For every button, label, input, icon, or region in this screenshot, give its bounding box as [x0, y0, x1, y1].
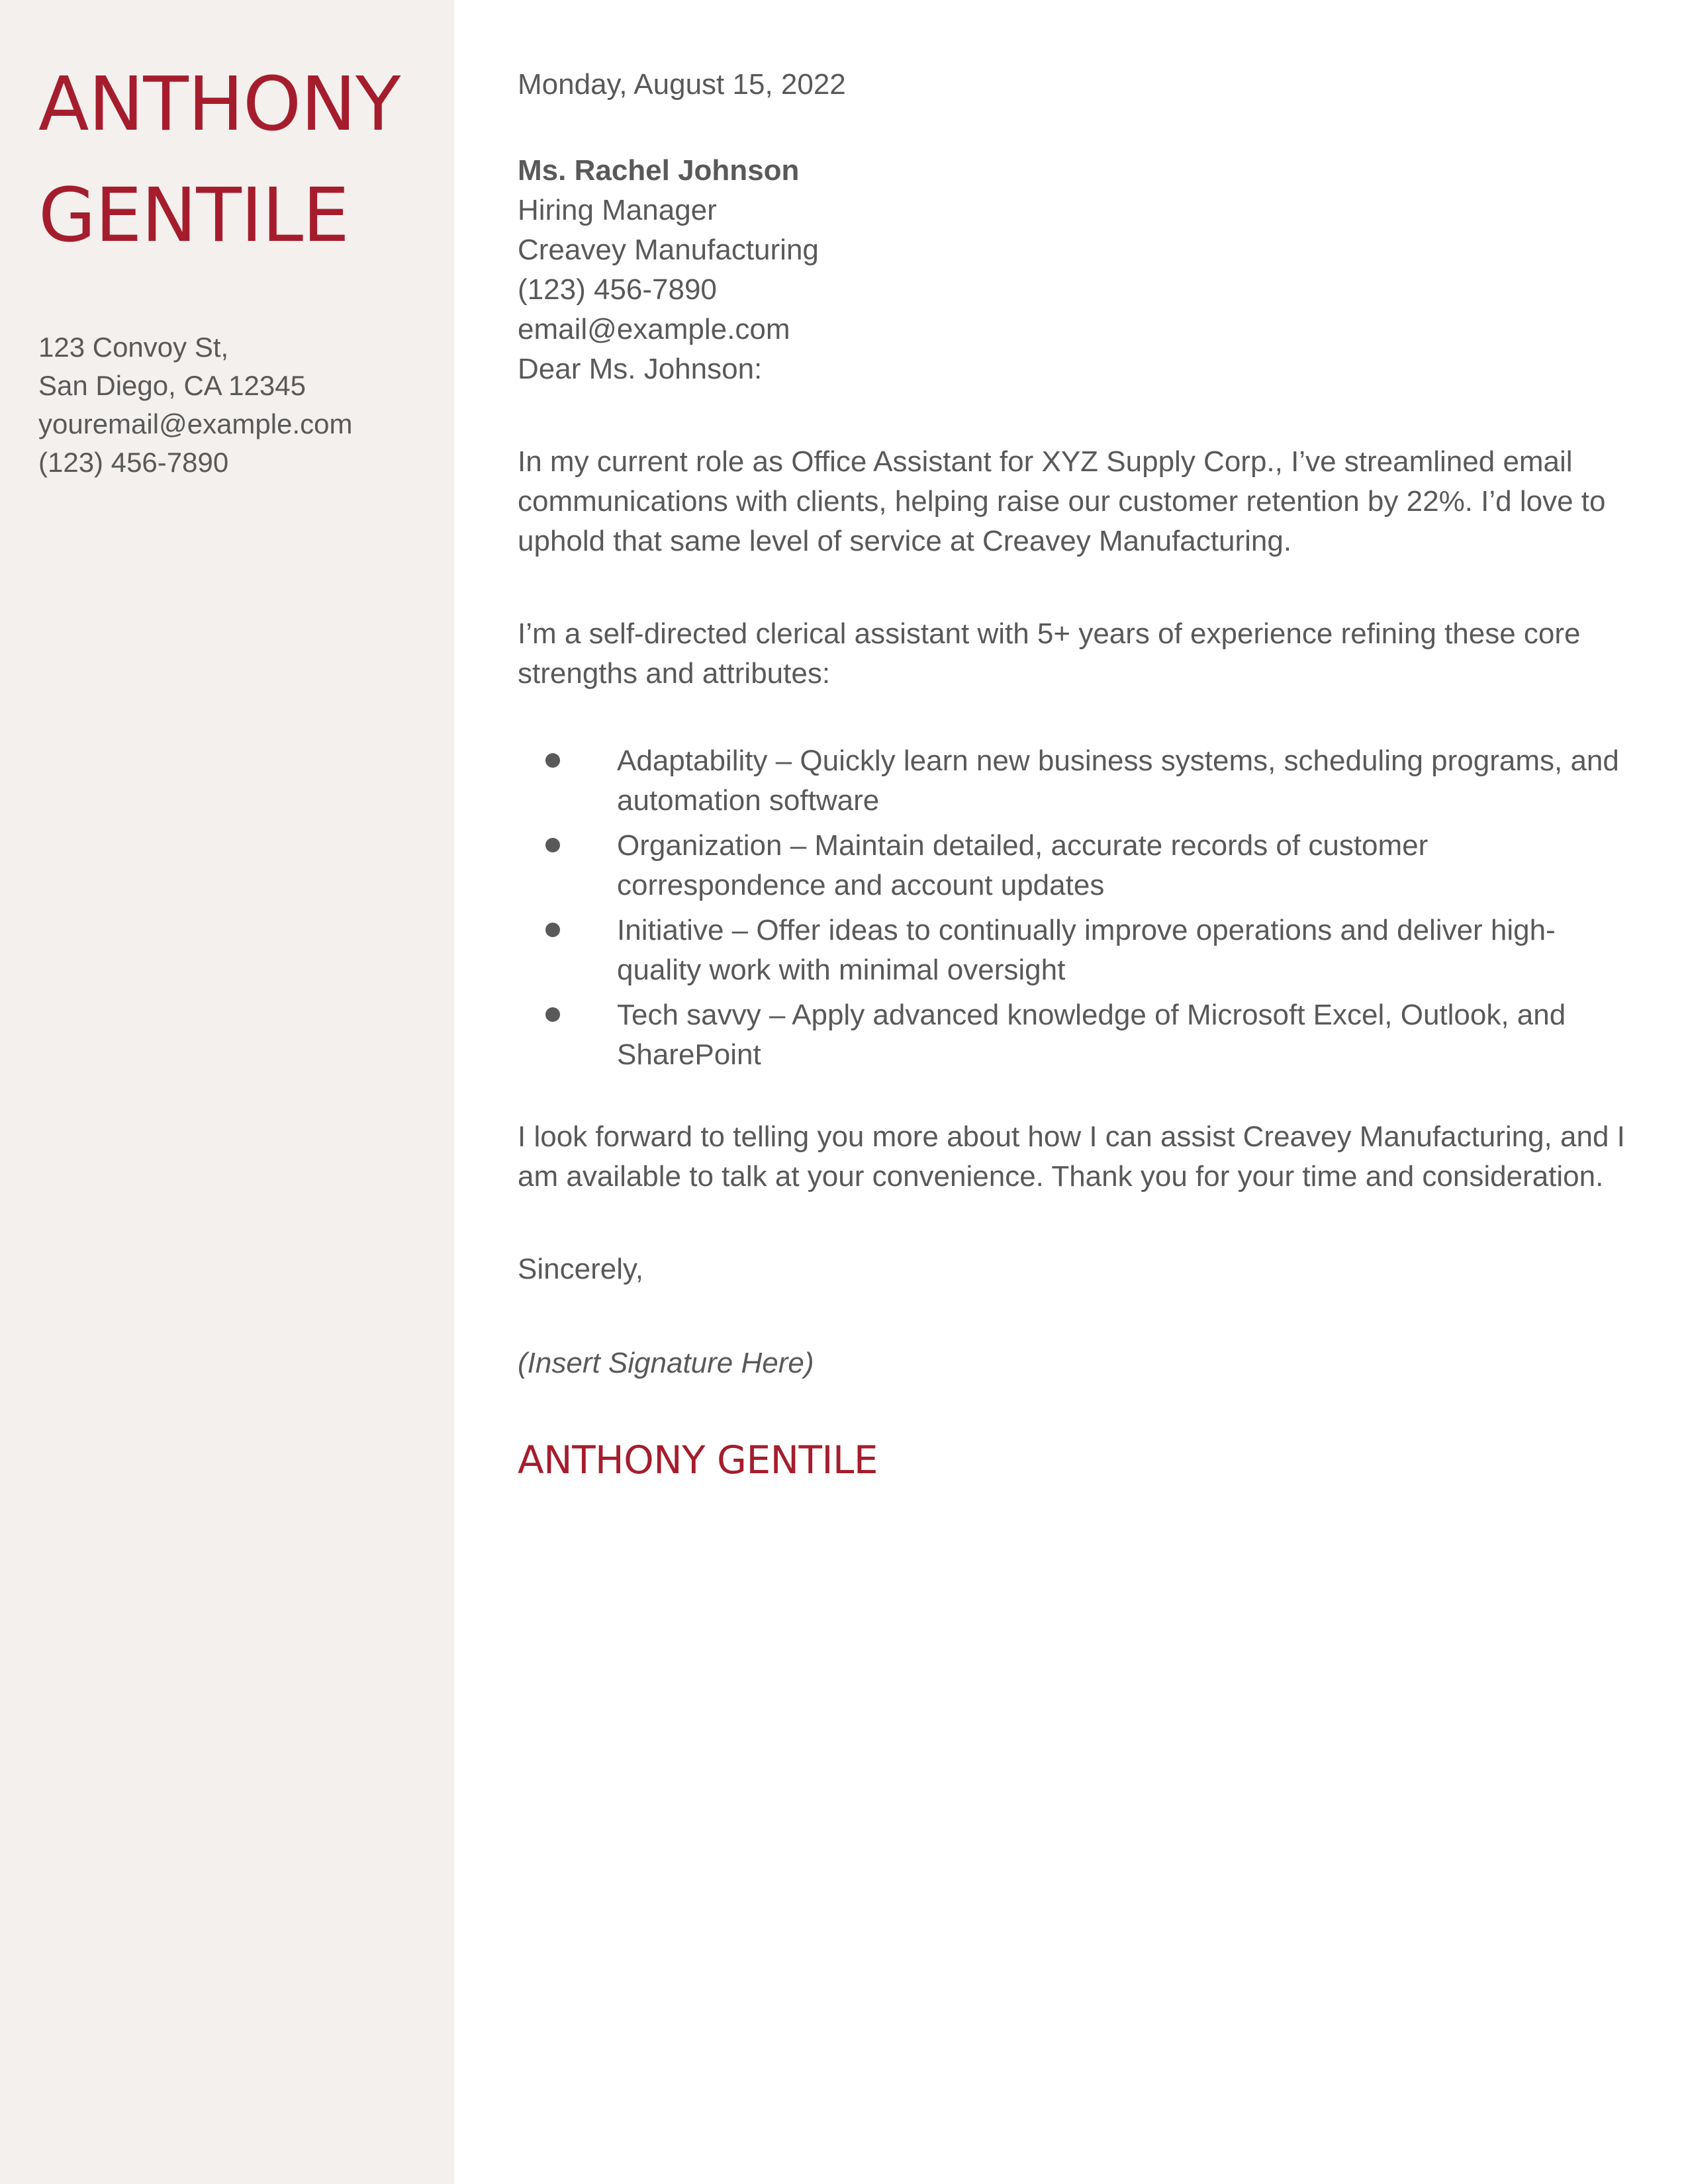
list-item: [518, 826, 1630, 905]
signature-placeholder: (Insert Signature Here): [518, 1347, 814, 1379]
sender-first-name: ANTHONY: [38, 62, 400, 148]
sender-name: [38, 49, 400, 271]
recipient-name: Ms. Rachel Johnson: [518, 154, 800, 187]
bullet-text: Adaptability – Quickly learn new business systems, scheduling programs, and automation software: [617, 745, 1619, 817]
list-item: [518, 911, 1630, 990]
recipient-title: Hiring Manager: [518, 194, 717, 226]
bullet-icon: [545, 1007, 560, 1022]
sender-phone: (123) 456-7890: [38, 447, 229, 478]
list-item: [518, 995, 1630, 1075]
recipient-email: email@example.com: [518, 313, 790, 345]
sign-off: Sincerely,: [518, 1253, 643, 1285]
intro-paragraph: In my current role as Office Assistant for XYZ Supply Corp., I’ve streamlined email communications with clients, helping raise our customer retention by 22%. I’d love to uphold that same level of service at Creavey Manufacturing.: [518, 445, 1606, 557]
sidebar: [0, 0, 454, 2184]
letter-body: [518, 65, 1630, 1486]
bullet-icon: [545, 753, 560, 768]
bullet-text: Initiative – Offer ideas to continually improve operations and deliver high-quality work with minimal oversight: [617, 914, 1556, 986]
closing-paragraph: I look forward to telling you more about how I can assist Creavey Manufacturing, and I am available to talk at your convenience. Thank you for your time and consideration.: [518, 1120, 1625, 1193]
sender-contact: [38, 328, 352, 482]
recipient-block: [518, 151, 1630, 349]
sender-address-line2: San Diego, CA 12345: [38, 370, 306, 401]
sender-email: youremail@example.com: [38, 408, 353, 439]
strengths-list: [518, 741, 1630, 1075]
bullet-icon: [545, 923, 560, 937]
strengths-paragraph: I’m a self-directed clerical assistant with 5+ years of experience refining these core strengths and attributes:: [518, 617, 1581, 690]
footer-name: ANTHONY GENTILE: [518, 1437, 878, 1482]
bullet-text: Organization – Maintain detailed, accurate records of customer correspondence and account updates: [617, 829, 1429, 901]
letter-date: Monday, August 15, 2022: [518, 68, 846, 101]
bullet-icon: [545, 838, 560, 852]
sender-last-name: GENTILE: [38, 173, 349, 259]
salutation: Dear Ms. Johnson:: [518, 353, 763, 385]
recipient-phone: (123) 456-7890: [518, 273, 717, 306]
list-item: [518, 741, 1630, 821]
sender-address-line1: 123 Convoy St,: [38, 332, 229, 363]
recipient-company: Creavey Manufacturing: [518, 234, 819, 266]
bullet-text: Tech savvy – Apply advanced knowledge of Microsoft Excel, Outlook, and SharePoint: [617, 999, 1566, 1071]
